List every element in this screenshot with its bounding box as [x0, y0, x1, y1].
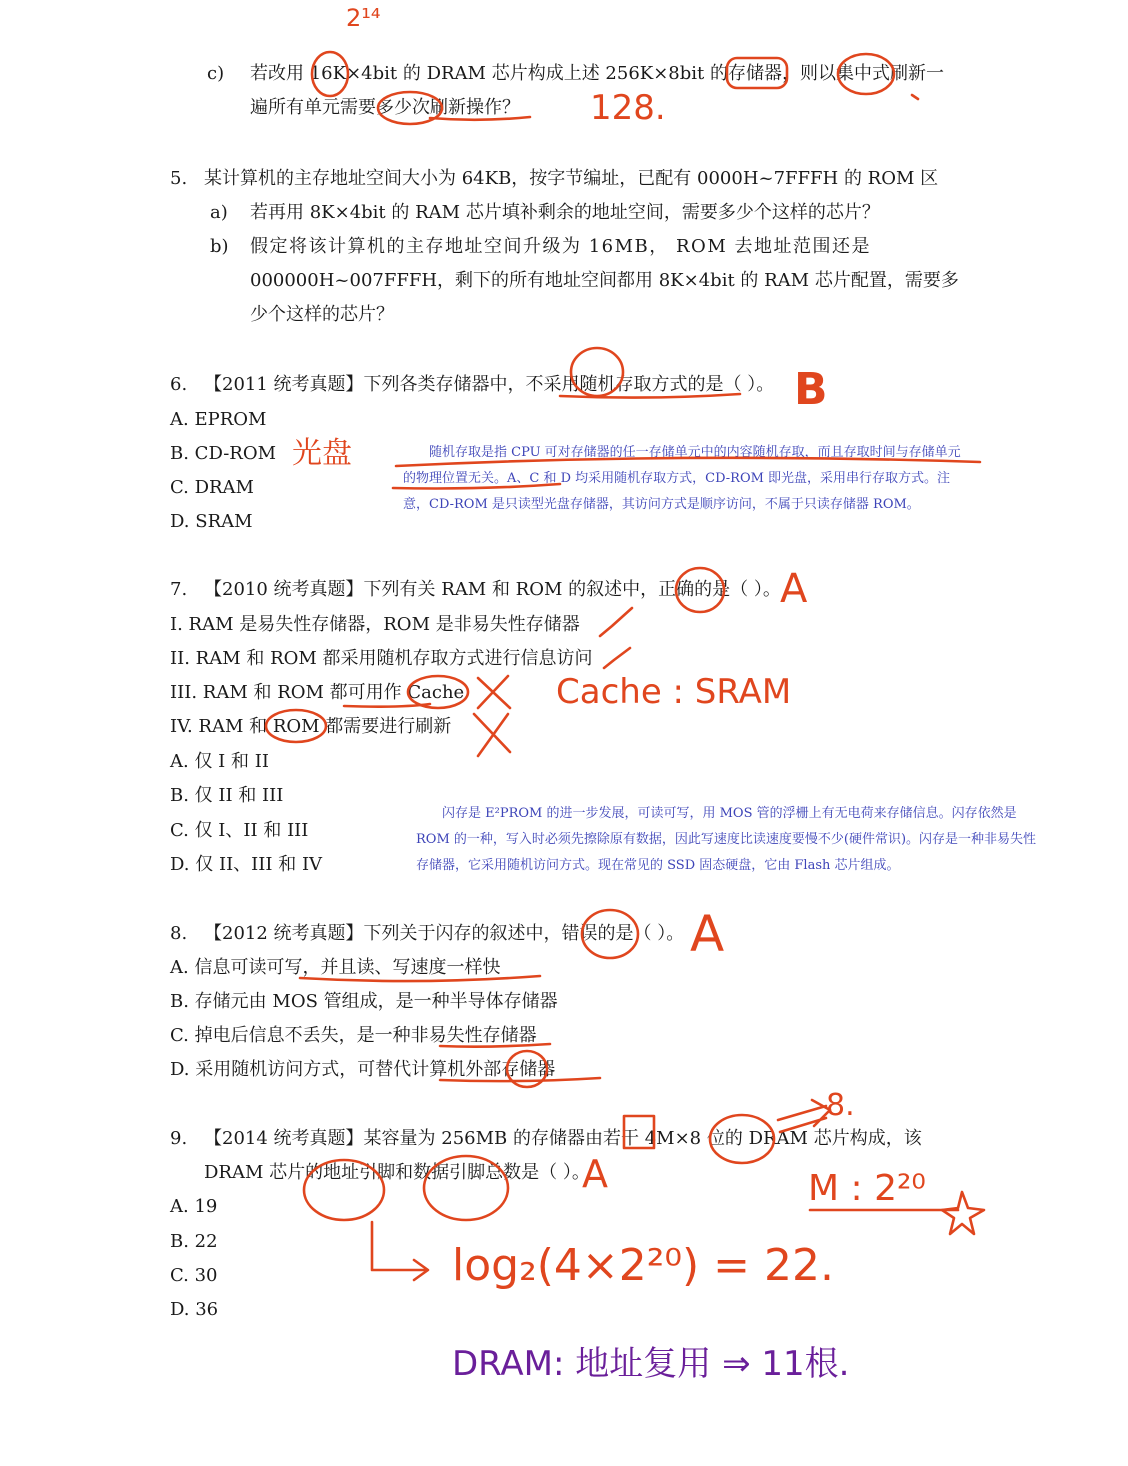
q8-option-d: D. 采用随机访问方式，可替代计算机外部存储器 [170, 1059, 556, 1080]
q6-number: 6. [170, 374, 188, 395]
q8-explanation-text: 闪存是 E²PROM 的进一步发展，可读可写，用 MOS 管的浮栅上有无电荷来存储信息。闪存依然是 ROM 的一种，写入时必须先擦除原有数据，因此写速度比读速度要慢不少(硬件常识)。闪存是一种非易失性存储器，它采用随机访问方式。现在常见的 SSD 固态硬盘，它由 Flash 芯片组成。 [416, 806, 1037, 873]
arrow-to-formula [372, 1222, 428, 1280]
q6-explanation [403, 440, 965, 518]
q9-option-c: C. 30 [170, 1265, 218, 1286]
q6-option-c: C. DRAM [170, 477, 254, 498]
hw-answer-b: B [794, 364, 828, 415]
q4c-label: c) [207, 63, 225, 84]
check-statement-1 [600, 608, 632, 636]
q9-stem-line2: DRAM 芯片的地址引脚和数据引脚总数是（ ）。 [204, 1162, 590, 1183]
check-statement-2 [604, 648, 630, 668]
q8-option-c: C. 掉电后信息不丢失，是一种非易失性存储器 [170, 1025, 537, 1046]
q7-statement-3: III. RAM 和 ROM 都可用作 Cache [170, 682, 465, 703]
hw-log-formula: log₂(4×2²⁰) = 22. [452, 1240, 834, 1291]
q6-option-b: B. CD-ROM [170, 443, 277, 464]
q8-option-b: B. 存储元由 MOS 管组成，是一种半导体存储器 [170, 991, 558, 1012]
q6-option-d: D. SRAM [170, 511, 253, 532]
hw-m-2-pow-20: M : 2²⁰ [808, 1168, 926, 1209]
q8-explanation [416, 801, 1046, 879]
q7-number: 7. [170, 579, 188, 600]
hw-answer-a-q8: A [690, 905, 725, 963]
q8-number: 8. [170, 923, 188, 944]
q5-stem: 某计算机的主存地址空间大小为 64KB，按字节编址，已配有 0000H~7FFFH 的 ROM 区 [204, 168, 939, 189]
hw-2-pow-14: 2¹⁴ [346, 4, 381, 32]
q9-option-b: B. 22 [170, 1231, 218, 1252]
q5-b-line1: 假定将该计算机的主存地址空间升级为 16MB， ROM 去地址范围还是 [250, 236, 871, 257]
hw-answer-a-q7: A [780, 566, 808, 612]
q7-option-b: B. 仅 II 和 III [170, 785, 284, 806]
q7-statement-4: IV. RAM 和 ROM 都需要进行刷新 [170, 716, 452, 737]
q4c-line1: 若改用 16K×4bit 的 DRAM 芯片构成上述 256K×8bit 的存储器，则以集中式刷新一 [250, 63, 944, 84]
q9-option-a: A. 19 [170, 1196, 218, 1217]
q9-stem-line1: 【2014 统考真题】某容量为 256MB 的存储器由若干 4M×8 位的 DRAM 芯片构成，该 [204, 1128, 922, 1149]
q4c-line2: 遍所有单元需要多少次刷新操作？ [250, 97, 520, 118]
cross-statement-3 [478, 676, 510, 708]
hw-cache-sram: Cache : SRAM [556, 672, 792, 712]
q6-explanation-text: 随机存取是指 CPU 可对存储器的任一存储单元中的内容随机存取，而且存取时间与存储单元的物理位置无关。A、C 和 D 均采用随机存取方式，CD-ROM 即光盘，采用串行存取方式。注意，CD-ROM 是只读型光盘存储器，其访问方式是顺序访问，不属于只读存储器 ROM。 [403, 445, 961, 512]
q7-stem: 【2010 统考真题】下列有关 RAM 和 ROM 的叙述中，正确的是（ ）。 [204, 579, 781, 600]
star-icon [942, 1192, 984, 1234]
hw-answer-a-q9: A [582, 1152, 608, 1196]
q9-number: 9. [170, 1128, 188, 1149]
q7-option-a: A. 仅 I 和 II [170, 751, 269, 772]
q7-option-c: C. 仅 I、II 和 III [170, 820, 309, 841]
tick-mark [912, 95, 918, 99]
hw-dram-address-multiplex: DRAM: 地址复用 ⇒ 11根. [452, 1344, 850, 1384]
cross-statement-4 [474, 714, 510, 756]
q7-statement-2: II. RAM 和 ROM 都采用随机存取方式进行信息访问 [170, 648, 593, 669]
q5-a-text: 若再用 8K×4bit 的 RAM 芯片填补剩余的地址空间，需要多少个这样的芯片？ [250, 202, 880, 223]
q7-option-d: D. 仅 II、III 和 IV [170, 854, 323, 875]
q6-stem: 【2011 统考真题】下列各类存储器中，不采用随机存取方式的是（ ）。 [204, 374, 775, 395]
q5-number: 5. [170, 168, 188, 189]
q7-statement-1: I. RAM 是易失性存储器，ROM 是非易失性存储器 [170, 614, 580, 635]
q6-option-a: A. EPROM [170, 409, 267, 430]
q5-b-line3: 少个这样的芯片？ [250, 304, 394, 325]
hw-answer-128: 128. [590, 88, 666, 128]
hw-eight: 8. [826, 1088, 855, 1123]
q5-b-label: b) [210, 236, 229, 257]
hw-guangpan: 光盘 [292, 436, 352, 471]
q8-option-a: A. 信息可读可写，并且读、写速度一样快 [170, 957, 501, 978]
q9-option-d: D. 36 [170, 1299, 219, 1320]
q5-a-label: a) [210, 202, 228, 223]
q5-b-line2: 000000H~007FFFH，剩下的所有地址空间都用 8K×4bit 的 RAM 芯片配置，需要多 [250, 270, 959, 291]
q8-stem: 【2012 统考真题】下列关于闪存的叙述中，错误的是（ ）。 [204, 923, 685, 944]
